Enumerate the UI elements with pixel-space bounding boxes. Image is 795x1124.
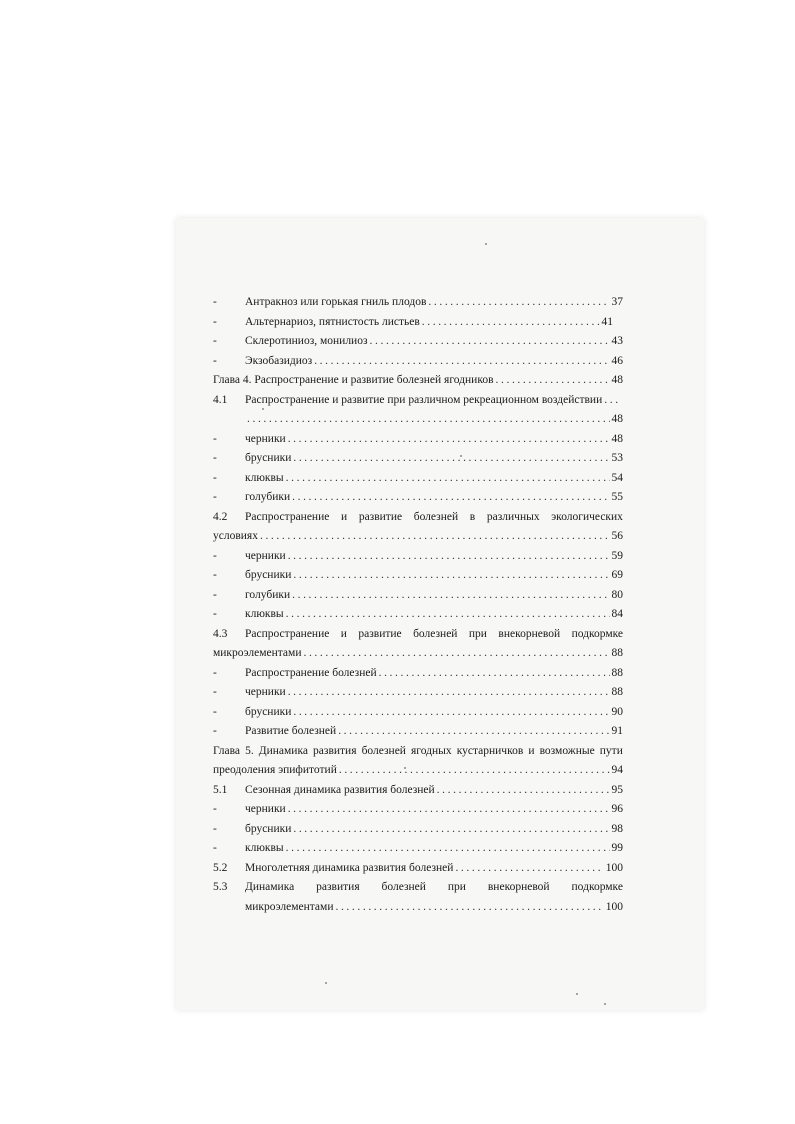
leader-dots — [288, 800, 610, 820]
toc-entry-page: 37 — [611, 296, 623, 308]
section-number: 5.2 — [213, 861, 228, 874]
toc-entry-title: Антракноз или горькая гниль плодов — [245, 296, 427, 308]
scan-speck — [576, 993, 578, 995]
list-dash: - — [213, 335, 217, 347]
toc-word: 5. — [245, 744, 254, 757]
list-dash: - — [213, 666, 217, 679]
leader-dots — [604, 391, 621, 411]
leader-dots — [339, 761, 610, 781]
toc-entry-title: Распространение болезней — [245, 666, 377, 679]
toc-entry-title: Сезонная динамика развития болезней — [245, 783, 435, 796]
toc-entry-title: черники — [245, 686, 286, 698]
toc-entry-title: Экзобазидиоз — [245, 354, 313, 367]
table-of-contents — [213, 293, 623, 917]
list-dash: - — [213, 296, 217, 308]
toc-entry-page: 53 — [611, 452, 623, 464]
leader-dots — [437, 781, 610, 801]
list-dash: - — [213, 803, 217, 815]
leader-dots — [338, 722, 609, 742]
toc-entry-title: брусники — [245, 705, 292, 718]
toc-word: Динамика — [245, 881, 295, 893]
section-entry — [213, 781, 623, 801]
leader-dots — [288, 430, 610, 450]
toc-entry-page: 95 — [611, 783, 623, 796]
chapter-heading — [213, 742, 623, 762]
leader-dots — [428, 293, 609, 313]
toc-entry-page: 94 — [611, 764, 623, 776]
leader-dots — [455, 859, 603, 879]
toc-entry — [213, 683, 623, 703]
toc-word: экологических — [551, 510, 623, 523]
leader-dots — [293, 703, 609, 723]
leader-dots — [422, 313, 600, 333]
list-dash: - — [213, 452, 217, 464]
toc-word: подкормке — [571, 627, 623, 640]
toc-entry-title: брусники — [245, 569, 292, 581]
leader-dots — [379, 664, 610, 684]
toc-entry — [213, 313, 623, 333]
toc-word: болезней — [361, 744, 406, 757]
toc-entry — [213, 430, 623, 450]
toc-word: развитие — [358, 510, 403, 523]
list-dash: - — [213, 686, 217, 698]
toc-entry-page: 46 — [611, 354, 623, 367]
toc-word: Глава — [213, 744, 241, 757]
list-dash: - — [213, 822, 217, 835]
scan-speck — [604, 1003, 606, 1005]
section-entry — [213, 391, 623, 411]
toc-word: и — [340, 627, 347, 640]
toc-entry-page: 96 — [611, 803, 623, 815]
list-dash: - — [213, 725, 217, 737]
toc-entry-title: черники — [245, 549, 286, 562]
toc-entry — [213, 586, 623, 606]
toc-entry — [213, 703, 623, 723]
section-number: 4.2 — [213, 510, 228, 523]
toc-entry-page: 99 — [611, 842, 623, 854]
list-dash: - — [213, 471, 217, 484]
section-entry — [213, 625, 623, 645]
leader-dots — [292, 488, 609, 508]
toc-word: ягодных — [411, 744, 452, 757]
list-dash: - — [213, 608, 217, 620]
section-number: 5.3 — [213, 881, 228, 893]
toc-entry-page: 88 — [611, 686, 623, 698]
toc-entry-page: 59 — [611, 549, 623, 562]
toc-entry-page: 41 — [601, 315, 613, 328]
leader-dots — [292, 586, 609, 606]
toc-entry — [213, 800, 623, 820]
toc-entry-title: черники — [245, 432, 286, 445]
toc-entry-title: голубики — [245, 491, 291, 503]
toc-entry — [213, 820, 623, 840]
toc-entry — [213, 839, 623, 859]
list-dash: - — [213, 491, 217, 503]
leader-dots — [286, 469, 610, 489]
chapter-heading-continuation — [213, 761, 623, 781]
toc-entry-title: Альтернариоз, пятнистость листьев — [245, 315, 420, 328]
toc-entry — [213, 352, 623, 372]
toc-word: развитие — [358, 627, 402, 640]
toc-word: кустарничков — [456, 744, 524, 757]
toc-word: Динамика — [258, 744, 308, 757]
leader-dots — [335, 898, 603, 918]
toc-entry-page: 90 — [611, 705, 623, 718]
toc-entry — [213, 722, 623, 742]
toc-entry — [213, 488, 623, 508]
leader-dots — [314, 352, 609, 372]
leader-dots — [247, 410, 610, 430]
toc-word: подкормке — [571, 881, 623, 893]
toc-entry-title: клюквы — [245, 471, 284, 484]
toc-entry-page: 54 — [611, 471, 623, 484]
toc-entry-title: голубики — [245, 588, 291, 601]
list-dash: - — [213, 315, 217, 328]
section-entry — [213, 859, 623, 879]
toc-entry — [213, 566, 623, 586]
toc-word: болезней — [381, 881, 426, 893]
toc-word: болезней — [413, 510, 459, 523]
section-number: 4.1 — [213, 393, 228, 406]
toc-entry-title: микроэлементами — [245, 900, 334, 913]
list-dash: - — [213, 549, 217, 562]
list-dash: - — [213, 432, 217, 445]
list-dash: - — [213, 588, 217, 601]
toc-entry-page: 100 — [605, 900, 623, 913]
toc-word: внекорневой — [487, 881, 550, 893]
toc-entry-title: преодоления эпифитотий — [213, 764, 337, 776]
chapter-heading — [213, 371, 623, 391]
scan-speck — [262, 408, 264, 410]
scan-speck — [404, 767, 406, 769]
toc-entry-page: 48 — [611, 413, 623, 425]
toc-entry-title: условиях — [213, 530, 258, 542]
leader-dots — [288, 547, 610, 567]
toc-word: различных — [486, 510, 540, 523]
toc-entry-title: Развитие болезней — [245, 725, 337, 737]
toc-entry-page: 88 — [611, 666, 623, 679]
scan-speck — [325, 982, 327, 984]
toc-word: развития — [316, 881, 360, 893]
leader-dots — [293, 820, 609, 840]
toc-entry-page: 80 — [611, 588, 623, 601]
toc-entry-title: брусники — [245, 452, 292, 464]
leader-dots — [286, 839, 610, 859]
toc-entry — [213, 547, 623, 567]
leader-dots — [288, 683, 610, 703]
toc-word: и — [341, 510, 348, 523]
toc-entry-page: 91 — [611, 725, 623, 737]
toc-entry-title: Склеротиниоз, монилиоз — [245, 335, 368, 347]
toc-entry-title: клюквы — [245, 608, 284, 620]
section-entry — [213, 878, 623, 898]
toc-word: развития — [313, 744, 357, 757]
toc-entry-page: 48 — [611, 432, 623, 445]
scan-speck — [460, 455, 462, 457]
toc-entry-title: микроэлементами — [213, 647, 302, 659]
toc-word: при — [468, 627, 487, 640]
list-dash: - — [213, 354, 217, 367]
toc-word: при — [447, 881, 466, 893]
toc-entry — [213, 605, 623, 625]
leader-dots — [293, 449, 609, 469]
section-entry-continuation — [213, 527, 623, 547]
leader-dots — [293, 566, 609, 586]
toc-word: внекорневой — [498, 627, 561, 640]
toc-word: Распространение — [245, 510, 330, 523]
leader-dots — [260, 527, 610, 547]
leader-dots — [496, 371, 610, 391]
toc-entry-page: 55 — [611, 491, 623, 503]
toc-word: в — [469, 510, 476, 523]
toc-entry-page: 69 — [611, 569, 623, 581]
toc-word: Распространение — [245, 627, 330, 640]
toc-entry-title: клюквы — [245, 842, 284, 854]
toc-entry-page: 98 — [611, 822, 623, 835]
section-entry-continuation — [213, 644, 623, 664]
toc-word: болезней — [413, 627, 458, 640]
toc-entry-page: 100 — [605, 861, 623, 874]
toc-entry-page: 48 — [611, 374, 623, 386]
toc-word: пути — [599, 744, 623, 757]
toc-entry-page: 56 — [611, 530, 623, 542]
toc-entry-title: черники — [245, 803, 286, 815]
section-number: 4.3 — [213, 627, 228, 640]
toc-entry-page: 43 — [611, 335, 623, 347]
toc-entry-title: Глава 4. Распространение и развитие болезней ягодников — [213, 374, 494, 386]
leader-dots — [303, 644, 609, 664]
section-entry-continuation — [213, 410, 623, 430]
toc-entry — [213, 664, 623, 684]
leader-dots — [370, 332, 610, 352]
toc-word: возможные — [539, 744, 595, 757]
toc-entry-title: брусники — [245, 822, 292, 835]
toc-entry-title: Многолетняя динамика развития болезней — [245, 861, 454, 874]
toc-entry — [213, 469, 623, 489]
list-dash: - — [213, 569, 217, 581]
toc-entry — [213, 449, 623, 469]
section-number: 5.1 — [213, 783, 228, 796]
section-entry-continuation — [213, 898, 623, 918]
list-dash: - — [213, 842, 217, 854]
toc-word: и — [528, 744, 535, 757]
toc-entry — [213, 293, 623, 313]
toc-entry-page: 84 — [611, 608, 623, 620]
section-entry — [213, 508, 623, 528]
leader-dots — [286, 605, 610, 625]
toc-entry-page: 88 — [611, 647, 623, 659]
scan-speck — [485, 243, 487, 245]
toc-entry-title: Распространение и развитие при различном рекреационном воздействии — [245, 393, 603, 406]
list-dash: - — [213, 705, 217, 718]
toc-entry — [213, 332, 623, 352]
